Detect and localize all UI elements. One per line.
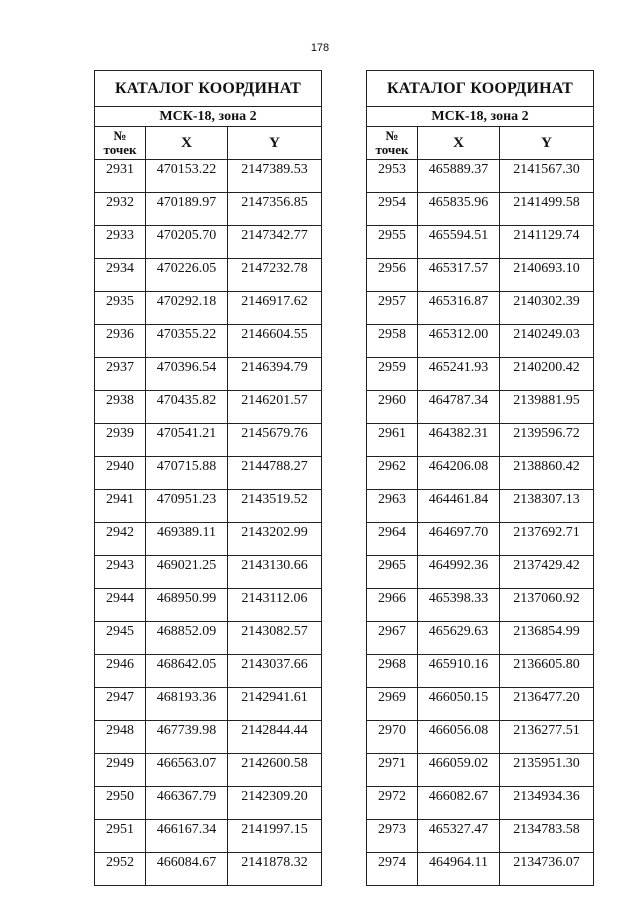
point-number-cell: 2949	[95, 754, 146, 787]
point-number-cell: 2939	[95, 424, 146, 457]
table-row	[95, 457, 322, 490]
column-header-point-number	[367, 127, 418, 160]
column-header-y: Y	[228, 127, 322, 160]
y-coordinate-cell: 2136605.80	[500, 655, 594, 688]
table-row	[367, 490, 594, 523]
table-row	[95, 292, 322, 325]
table-row	[95, 721, 322, 754]
x-coordinate-cell: 465327.47	[418, 820, 500, 853]
column-header-y: Y	[500, 127, 594, 160]
table-row	[95, 193, 322, 226]
table-row	[367, 358, 594, 391]
x-coordinate-cell: 465835.96	[418, 193, 500, 226]
catalog-title: КАТАЛОГ КООРДИНАТ	[367, 71, 594, 107]
point-number-cell: 2965	[367, 556, 418, 589]
table-row	[367, 556, 594, 589]
table-row	[367, 424, 594, 457]
y-coordinate-cell: 2136277.51	[500, 721, 594, 754]
x-coordinate-cell: 466059.02	[418, 754, 500, 787]
point-number-cell: 2960	[367, 391, 418, 424]
point-number-cell: 2956	[367, 259, 418, 292]
point-number-cell: 2931	[95, 160, 146, 193]
table-row	[367, 655, 594, 688]
x-coordinate-cell: 468193.36	[146, 688, 228, 721]
x-coordinate-cell: 470292.18	[146, 292, 228, 325]
x-coordinate-cell: 464382.31	[418, 424, 500, 457]
x-coordinate-cell: 466167.34	[146, 820, 228, 853]
y-coordinate-cell: 2135951.30	[500, 754, 594, 787]
x-coordinate-cell: 465398.33	[418, 589, 500, 622]
header-num-label: точек	[375, 142, 409, 157]
header-num-sign: №	[113, 128, 127, 143]
x-coordinate-cell: 469389.11	[146, 523, 228, 556]
table-row	[95, 589, 322, 622]
x-coordinate-cell: 468642.05	[146, 655, 228, 688]
x-coordinate-cell: 470226.05	[146, 259, 228, 292]
point-number-cell: 2940	[95, 457, 146, 490]
x-coordinate-cell: 470355.22	[146, 325, 228, 358]
y-coordinate-cell: 2140200.42	[500, 358, 594, 391]
y-coordinate-cell: 2140302.39	[500, 292, 594, 325]
x-coordinate-cell: 467739.98	[146, 721, 228, 754]
point-number-cell: 2932	[95, 193, 146, 226]
y-coordinate-cell: 2143082.57	[228, 622, 322, 655]
y-coordinate-cell: 2147342.77	[228, 226, 322, 259]
point-number-cell: 2936	[95, 325, 146, 358]
x-coordinate-cell: 466050.15	[418, 688, 500, 721]
table-row	[367, 160, 594, 193]
table-row	[95, 325, 322, 358]
point-number-cell: 2974	[367, 853, 418, 886]
coordinate-catalog-table-right	[366, 70, 594, 886]
x-coordinate-cell: 468950.99	[146, 589, 228, 622]
table-row	[367, 721, 594, 754]
point-number-cell: 2943	[95, 556, 146, 589]
column-header-x: X	[146, 127, 228, 160]
catalog-subtitle: МСК-18, зона 2	[367, 107, 594, 127]
x-coordinate-cell: 464787.34	[418, 391, 500, 424]
point-number-cell: 2968	[367, 655, 418, 688]
header-num-sign: №	[385, 128, 399, 143]
x-coordinate-cell: 466056.08	[418, 721, 500, 754]
x-coordinate-cell: 470153.22	[146, 160, 228, 193]
header-num-label: точек	[103, 142, 137, 157]
y-coordinate-cell: 2143519.52	[228, 490, 322, 523]
y-coordinate-cell: 2142600.58	[228, 754, 322, 787]
table-row	[367, 457, 594, 490]
y-coordinate-cell: 2134783.58	[500, 820, 594, 853]
table-row	[367, 589, 594, 622]
point-number-cell: 2973	[367, 820, 418, 853]
table-row	[367, 853, 594, 886]
x-coordinate-cell: 470541.21	[146, 424, 228, 457]
table-row	[95, 160, 322, 193]
table-row	[367, 259, 594, 292]
x-coordinate-cell: 466367.79	[146, 787, 228, 820]
y-coordinate-cell: 2141997.15	[228, 820, 322, 853]
point-number-cell: 2955	[367, 226, 418, 259]
y-coordinate-cell: 2143037.66	[228, 655, 322, 688]
column-header-x: X	[418, 127, 500, 160]
table-row	[95, 556, 322, 589]
point-number-cell: 2942	[95, 523, 146, 556]
y-coordinate-cell: 2137060.92	[500, 589, 594, 622]
point-number-cell: 2933	[95, 226, 146, 259]
point-number-cell: 2938	[95, 391, 146, 424]
x-coordinate-cell: 470205.70	[146, 226, 228, 259]
y-coordinate-cell: 2143130.66	[228, 556, 322, 589]
table-row	[95, 259, 322, 292]
x-coordinate-cell: 470396.54	[146, 358, 228, 391]
y-coordinate-cell: 2134934.36	[500, 787, 594, 820]
y-coordinate-cell: 2141567.30	[500, 160, 594, 193]
catalog-subtitle: МСК-18, зона 2	[95, 107, 322, 127]
y-coordinate-cell: 2138307.13	[500, 490, 594, 523]
y-coordinate-cell: 2146394.79	[228, 358, 322, 391]
table-row	[95, 490, 322, 523]
table-row	[95, 391, 322, 424]
y-coordinate-cell: 2136477.20	[500, 688, 594, 721]
point-number-cell: 2948	[95, 721, 146, 754]
column-header-point-number	[95, 127, 146, 160]
table-row	[367, 754, 594, 787]
x-coordinate-cell: 466084.67	[146, 853, 228, 886]
y-coordinate-cell: 2147356.85	[228, 193, 322, 226]
x-coordinate-cell: 465629.63	[418, 622, 500, 655]
y-coordinate-cell: 2146201.57	[228, 391, 322, 424]
table-row	[95, 688, 322, 721]
x-coordinate-cell: 465594.51	[418, 226, 500, 259]
point-number-cell: 2971	[367, 754, 418, 787]
point-number-cell: 2970	[367, 721, 418, 754]
table-row	[367, 292, 594, 325]
x-coordinate-cell: 470715.88	[146, 457, 228, 490]
point-number-cell: 2950	[95, 787, 146, 820]
x-coordinate-cell: 464964.11	[418, 853, 500, 886]
x-coordinate-cell: 465316.87	[418, 292, 500, 325]
y-coordinate-cell: 2137429.42	[500, 556, 594, 589]
point-number-cell: 2962	[367, 457, 418, 490]
y-coordinate-cell: 2144788.27	[228, 457, 322, 490]
point-number-cell: 2964	[367, 523, 418, 556]
y-coordinate-cell: 2140249.03	[500, 325, 594, 358]
x-coordinate-cell: 465317.57	[418, 259, 500, 292]
point-number-cell: 2941	[95, 490, 146, 523]
point-number-cell: 2953	[367, 160, 418, 193]
x-coordinate-cell: 464992.36	[418, 556, 500, 589]
point-number-cell: 2946	[95, 655, 146, 688]
y-coordinate-cell: 2139881.95	[500, 391, 594, 424]
table-row	[367, 325, 594, 358]
table-row	[95, 358, 322, 391]
point-number-cell: 2957	[367, 292, 418, 325]
y-coordinate-cell: 2136854.99	[500, 622, 594, 655]
table-row	[367, 226, 594, 259]
x-coordinate-cell: 464461.84	[418, 490, 500, 523]
table-row	[95, 853, 322, 886]
y-coordinate-cell: 2143202.99	[228, 523, 322, 556]
point-number-cell: 2954	[367, 193, 418, 226]
y-coordinate-cell: 2134736.07	[500, 853, 594, 886]
table-row	[367, 391, 594, 424]
table-row	[95, 820, 322, 853]
point-number-cell: 2963	[367, 490, 418, 523]
catalog-title: КАТАЛОГ КООРДИНАТ	[95, 71, 322, 107]
y-coordinate-cell: 2138860.42	[500, 457, 594, 490]
y-coordinate-cell: 2141129.74	[500, 226, 594, 259]
y-coordinate-cell: 2142844.44	[228, 721, 322, 754]
point-number-cell: 2967	[367, 622, 418, 655]
table-row	[95, 622, 322, 655]
table-row	[367, 820, 594, 853]
point-number-cell: 2935	[95, 292, 146, 325]
point-number-cell: 2969	[367, 688, 418, 721]
y-coordinate-cell: 2146917.62	[228, 292, 322, 325]
point-number-cell: 2961	[367, 424, 418, 457]
table-row	[367, 622, 594, 655]
x-coordinate-cell: 468852.09	[146, 622, 228, 655]
y-coordinate-cell: 2141878.32	[228, 853, 322, 886]
table-row	[95, 655, 322, 688]
x-coordinate-cell: 465889.37	[418, 160, 500, 193]
table-row	[367, 193, 594, 226]
point-number-cell: 2972	[367, 787, 418, 820]
y-coordinate-cell: 2140693.10	[500, 259, 594, 292]
y-coordinate-cell: 2142941.61	[228, 688, 322, 721]
coordinate-catalog-table-left	[94, 70, 322, 886]
y-coordinate-cell: 2143112.06	[228, 589, 322, 622]
point-number-cell: 2945	[95, 622, 146, 655]
table-row	[367, 523, 594, 556]
table-row	[95, 754, 322, 787]
y-coordinate-cell: 2141499.58	[500, 193, 594, 226]
point-number-cell: 2952	[95, 853, 146, 886]
point-number-cell: 2944	[95, 589, 146, 622]
table-row	[95, 226, 322, 259]
x-coordinate-cell: 465910.16	[418, 655, 500, 688]
point-number-cell: 2934	[95, 259, 146, 292]
x-coordinate-cell: 470951.23	[146, 490, 228, 523]
point-number-cell: 2951	[95, 820, 146, 853]
x-coordinate-cell: 470435.82	[146, 391, 228, 424]
table-row	[95, 523, 322, 556]
point-number-cell: 2947	[95, 688, 146, 721]
point-number-cell: 2958	[367, 325, 418, 358]
table-row	[95, 424, 322, 457]
x-coordinate-cell: 464206.08	[418, 457, 500, 490]
y-coordinate-cell: 2147389.53	[228, 160, 322, 193]
y-coordinate-cell: 2142309.20	[228, 787, 322, 820]
y-coordinate-cell: 2146604.55	[228, 325, 322, 358]
x-coordinate-cell: 466082.67	[418, 787, 500, 820]
y-coordinate-cell: 2147232.78	[228, 259, 322, 292]
y-coordinate-cell: 2145679.76	[228, 424, 322, 457]
x-coordinate-cell: 470189.97	[146, 193, 228, 226]
table-row	[95, 787, 322, 820]
y-coordinate-cell: 2137692.71	[500, 523, 594, 556]
table-row	[367, 787, 594, 820]
point-number-cell: 2959	[367, 358, 418, 391]
point-number-cell: 2966	[367, 589, 418, 622]
table-row	[367, 688, 594, 721]
x-coordinate-cell: 466563.07	[146, 754, 228, 787]
x-coordinate-cell: 465241.93	[418, 358, 500, 391]
x-coordinate-cell: 464697.70	[418, 523, 500, 556]
y-coordinate-cell: 2139596.72	[500, 424, 594, 457]
point-number-cell: 2937	[95, 358, 146, 391]
page-number: 178	[310, 42, 330, 54]
x-coordinate-cell: 469021.25	[146, 556, 228, 589]
x-coordinate-cell: 465312.00	[418, 325, 500, 358]
